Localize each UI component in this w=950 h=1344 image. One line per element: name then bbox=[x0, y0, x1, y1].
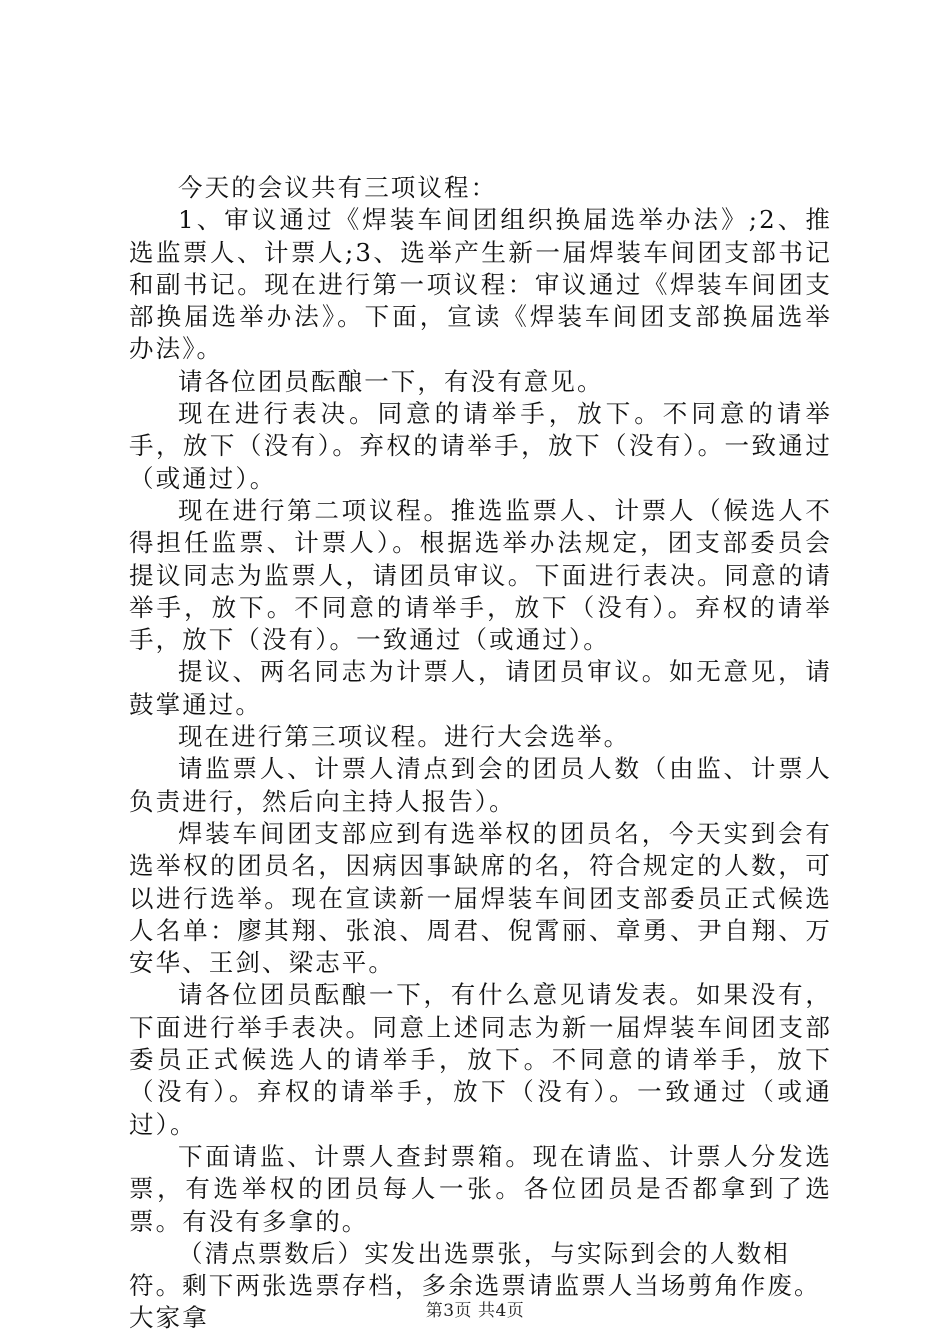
paragraph-11: 下面请监、计票人查封票箱。现在请监、计票人分发选票，有选举权的团员每人一张。各位团员是否都拿到了选票。有没有多拿的。 bbox=[129, 1141, 832, 1236]
paragraph-9: 焊装车间团支部应到有选举权的团员名，今天实到会有选举权的团员名，因病因事缺席的名，符合规定的人数，可以进行选举。现在宣读新一届焊装车间团支部委员正式候选人名单：廖其翔、张浪、周君、倪霄丽、章勇、尹自翔、万安华、王剑、梁志平。 bbox=[129, 818, 832, 978]
paragraph-2: 1、审议通过《焊装车间团组织换届选举办法》;2、推选监票人、计票人;3、选举产生新一届焊装车间团支部书记和副书记。现在进行第一项议程：审议通过《焊装车间团支部换届选举办法》。下面，宣读《焊装车间团支部换届选举办法》。 bbox=[129, 205, 832, 364]
document-body bbox=[129, 172, 832, 1335]
paragraph-10: 请各位团员酝酿一下，有什么意见请发表。如果没有，下面进行举手表决。同意上述同志为新一届焊装车间团支部委员正式候选人的请举手，放下。不同意的请举手，放下（没有）。弃权的请举手，放下（没有）。一致通过（或通过）。 bbox=[129, 980, 832, 1139]
paragraph-5: 现在进行第二项议程。推选监票人、计票人（候选人不得担任监票、计票人）。根据选举办法规定，团支部委员会提议同志为监票人，请团员审议。下面进行表决。同意的请举手，放下。不同意的请举手，放下（没有）。弃权的请举手，放下（没有）。一致通过（或通过）。 bbox=[129, 495, 832, 655]
page-number-footer: 第3页 共4页 bbox=[425, 1301, 525, 1321]
paragraph-1: 今天的会议共有三项议程： bbox=[178, 173, 498, 202]
paragraph-12: （清点票数后）实发出选票张，与实际到会的人数相符。剩下两张选票存档，多余选票请监票人当场剪角作废。大家拿 bbox=[129, 1238, 821, 1333]
paragraph-3: 请各位团员酝酿一下，有没有意见。 bbox=[178, 366, 604, 396]
paragraph-6: 提议、两名同志为计票人，请团员审议。如无意见，请鼓掌通过。 bbox=[129, 657, 832, 719]
paragraph-7: 现在进行第三项议程。进行大会选举。 bbox=[178, 722, 631, 752]
paragraph-8: 请监票人、计票人清点到会的团员人数（由监、计票人负责进行，然后向主持人报告）。 bbox=[129, 754, 832, 816]
paragraph-4: 现在进行表决。同意的请举手，放下。不同意的请举手，放下（没有）。弃权的请举手，放下（没有）。一致通过（或通过）。 bbox=[129, 399, 832, 493]
